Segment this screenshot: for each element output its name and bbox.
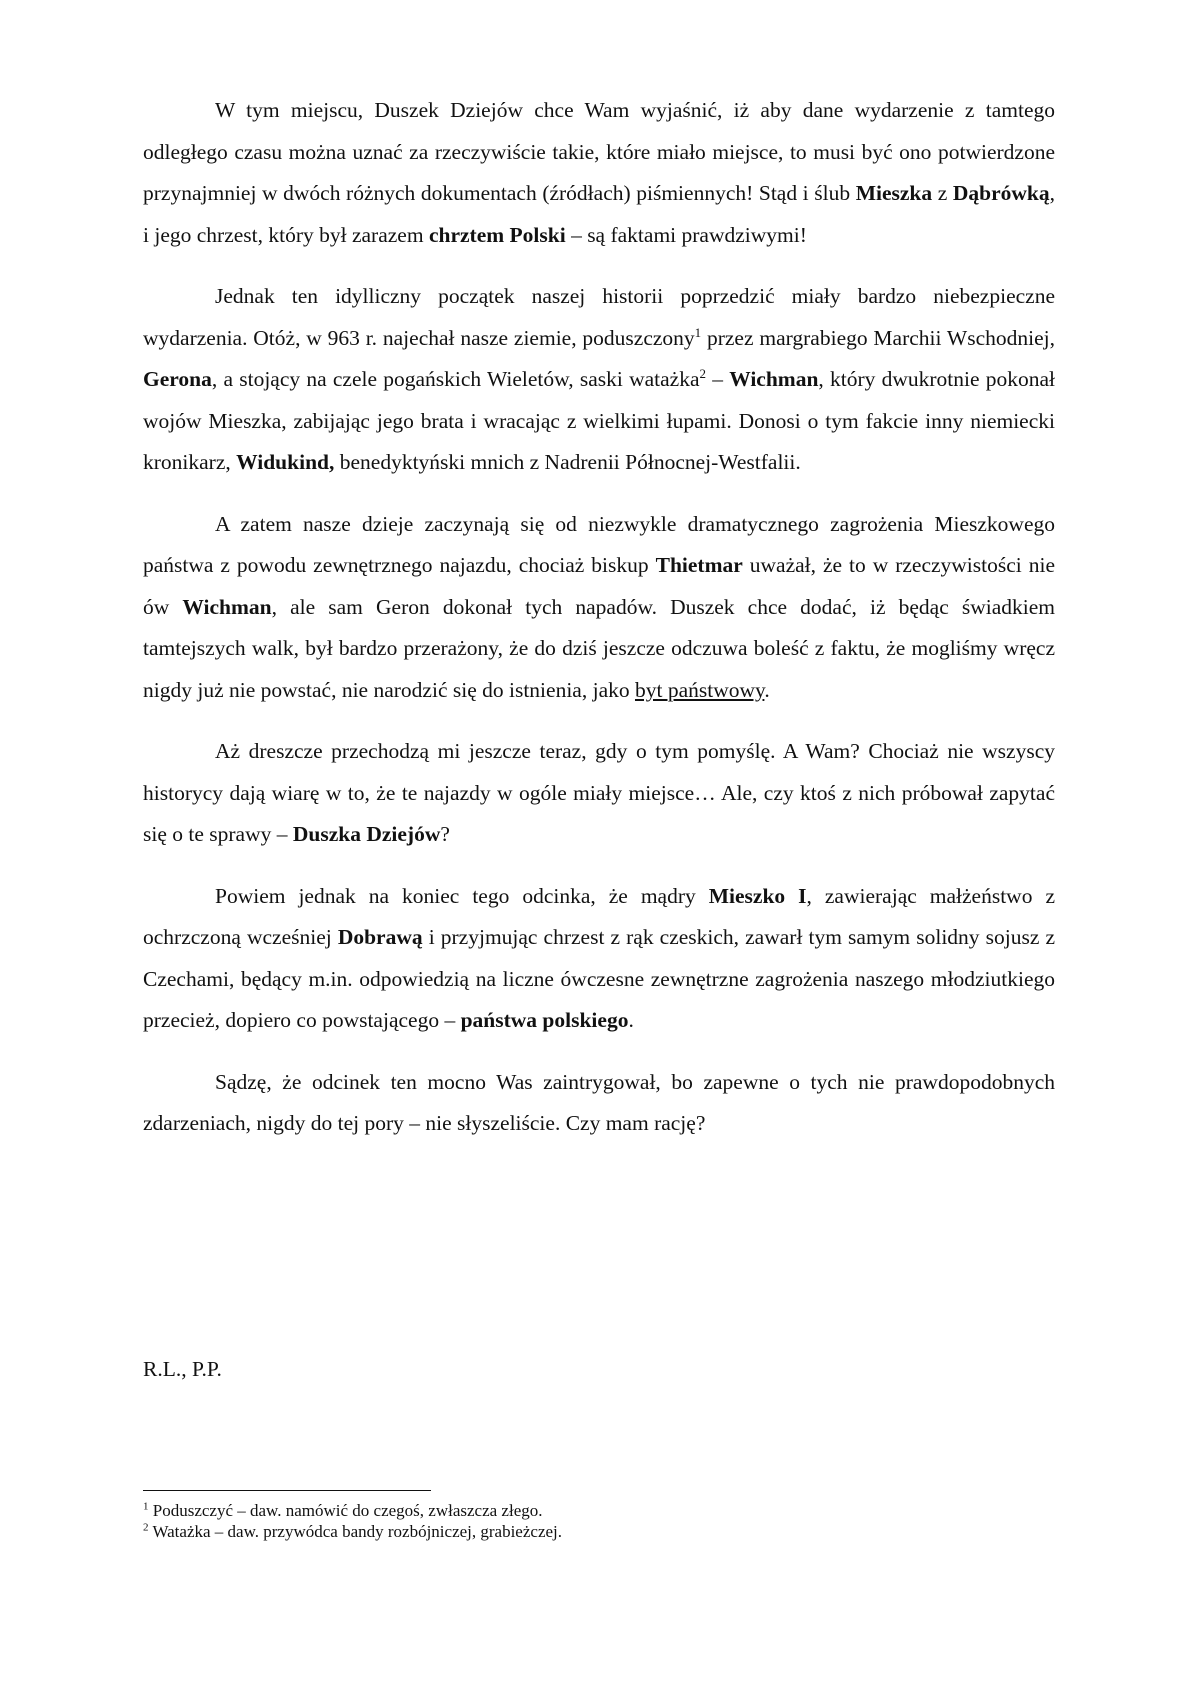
text-run: przez margrabiego Marchii Wschodniej, [701,325,1055,350]
footnote-reference: 1 [694,324,702,340]
body-text [143,90,1055,1165]
text-run: Powiem jednak na koniec tego odcinka, że mądry [215,883,709,908]
bold-text: Widukind, [236,450,335,474]
paragraph [143,90,1055,256]
text-run: A zatem nasze dzieje zaczynają się od niezwykle dramatycznego zagrożenia Mieszkowego państwa z powodu zewnętrznego najazdu, chociaż biskup [143,511,1055,577]
paragraph [143,876,1055,1042]
text-run: z [932,181,953,205]
bold-text: Wichman [182,594,272,619]
text-run: Aż dreszcze przechodzą mi jeszcze teraz, gdy o tym pomyślę. A Wam? Chociaż nie wszyscy historycy dają wiarę w to, że te najazdy w ogóle miały miejsce… Ale, czy ktoś z nich próbował zapytać się o te sprawy – [143,739,1055,846]
paragraph [143,1062,1055,1145]
bold-text: Dobrawą [337,925,423,949]
text-run: . [628,1008,634,1032]
footnote-text: Watażka – daw. przywódca bandy rozbójniczej, grabieżczej. [148,1522,563,1541]
footnote-reference: 2 [699,365,707,381]
text-run: Sądzę, że odcinek ten mocno Was zaintrygował, bo zapewne o tych nie prawdopodobnych zdarzeniach, nigdy do tej pory – nie słyszeliście. Czy mam rację? [143,1069,1055,1135]
text-run: , zawierając małżeństwo z ochrzczoną wcześniej [143,883,1055,949]
footnote-number: 1 [143,1500,149,1513]
bold-text: Dąbrówką [952,181,1050,205]
bold-text: Gerona [143,367,212,391]
bold-text: Mieszka [855,181,933,205]
signature: R.L., P.P. [143,1357,222,1381]
text-run: W tym miejscu, Duszek Dziejów chce Wam wyjaśnić, iż aby dane wydarzenie z tamtego odległego czasu można uznać za rzeczywiście takie, które miało miejsce, to musi być ono potwierdzone przynajmniej w dwóch różnych dokumentach (źródłach) piśmiennych! Stąd i ślub [143,98,1055,205]
text-run: , i jego chrzest, który był zarazem [143,181,1055,247]
text-run: , a stojący na czele pogańskich Wieletów, saski watażka [211,367,700,391]
footnote [143,1500,562,1521]
bold-text: państwa polskiego [460,1008,629,1032]
bold-text: Thietmar [655,553,743,577]
paragraph [143,504,1055,712]
text-run: – [706,367,730,391]
paragraph [143,731,1055,856]
text-run: uważał, że to w rzeczywistości nie ów [143,553,1055,619]
text-run: , który dwukrotnie pokonał wojów Mieszka, zabijając jego brata i wracając z wielkimi łupami. Donosi o tym fakcie inny niemiecki kronikarz, [143,367,1056,474]
footnote-number: 2 [143,1521,149,1534]
text-run: – są faktami prawdziwymi! [565,222,807,247]
paragraph [143,276,1055,484]
text-run: ? [440,822,450,846]
bold-text: Duszka Dziejów [292,822,441,846]
footnotes [143,1500,562,1542]
text-run: i przyjmując chrzest z rąk czeskich, zawarł tym samym solidny sojusz z Czechami, będący m.in. odpowiedzią na liczne ówczesne zewnętrzne zagrożenia naszego młodziutkiego przecież, dopiero co powstającego – [143,925,1056,1032]
underlined-text: byt państwowy [634,677,765,702]
bold-text: Wichman [729,367,819,391]
text-run: , ale sam Geron dokonał tych napadów. Duszek chce dodać, iż będąc świadkiem tamtejszych walk, był bardzo przerażony, że do dziś jeszcze odczuwa boleść z faktu, że mogliśmy wręcz nigdy już nie powstać, nie narodzić się do istnienia, jako [143,594,1056,702]
text-run: benedyktyński mnich z Nadrenii Północnej-Westfalii. [334,450,801,474]
bold-text: Mieszko I [708,883,807,908]
text-run: Jednak ten idylliczny początek naszej historii poprzedzić miały bardzo niebezpieczne wydarzenia. Otóż, w 963 r. najechał nasze ziemie, poduszczony [143,284,1055,350]
footnote-text: Poduszczyć – daw. namówić do czegoś, zwłaszcza złego. [148,1501,543,1520]
bold-text: chrztem Polski [428,222,566,247]
footnote [143,1521,562,1542]
text-run: . [764,677,770,702]
footnote-separator [143,1490,431,1491]
